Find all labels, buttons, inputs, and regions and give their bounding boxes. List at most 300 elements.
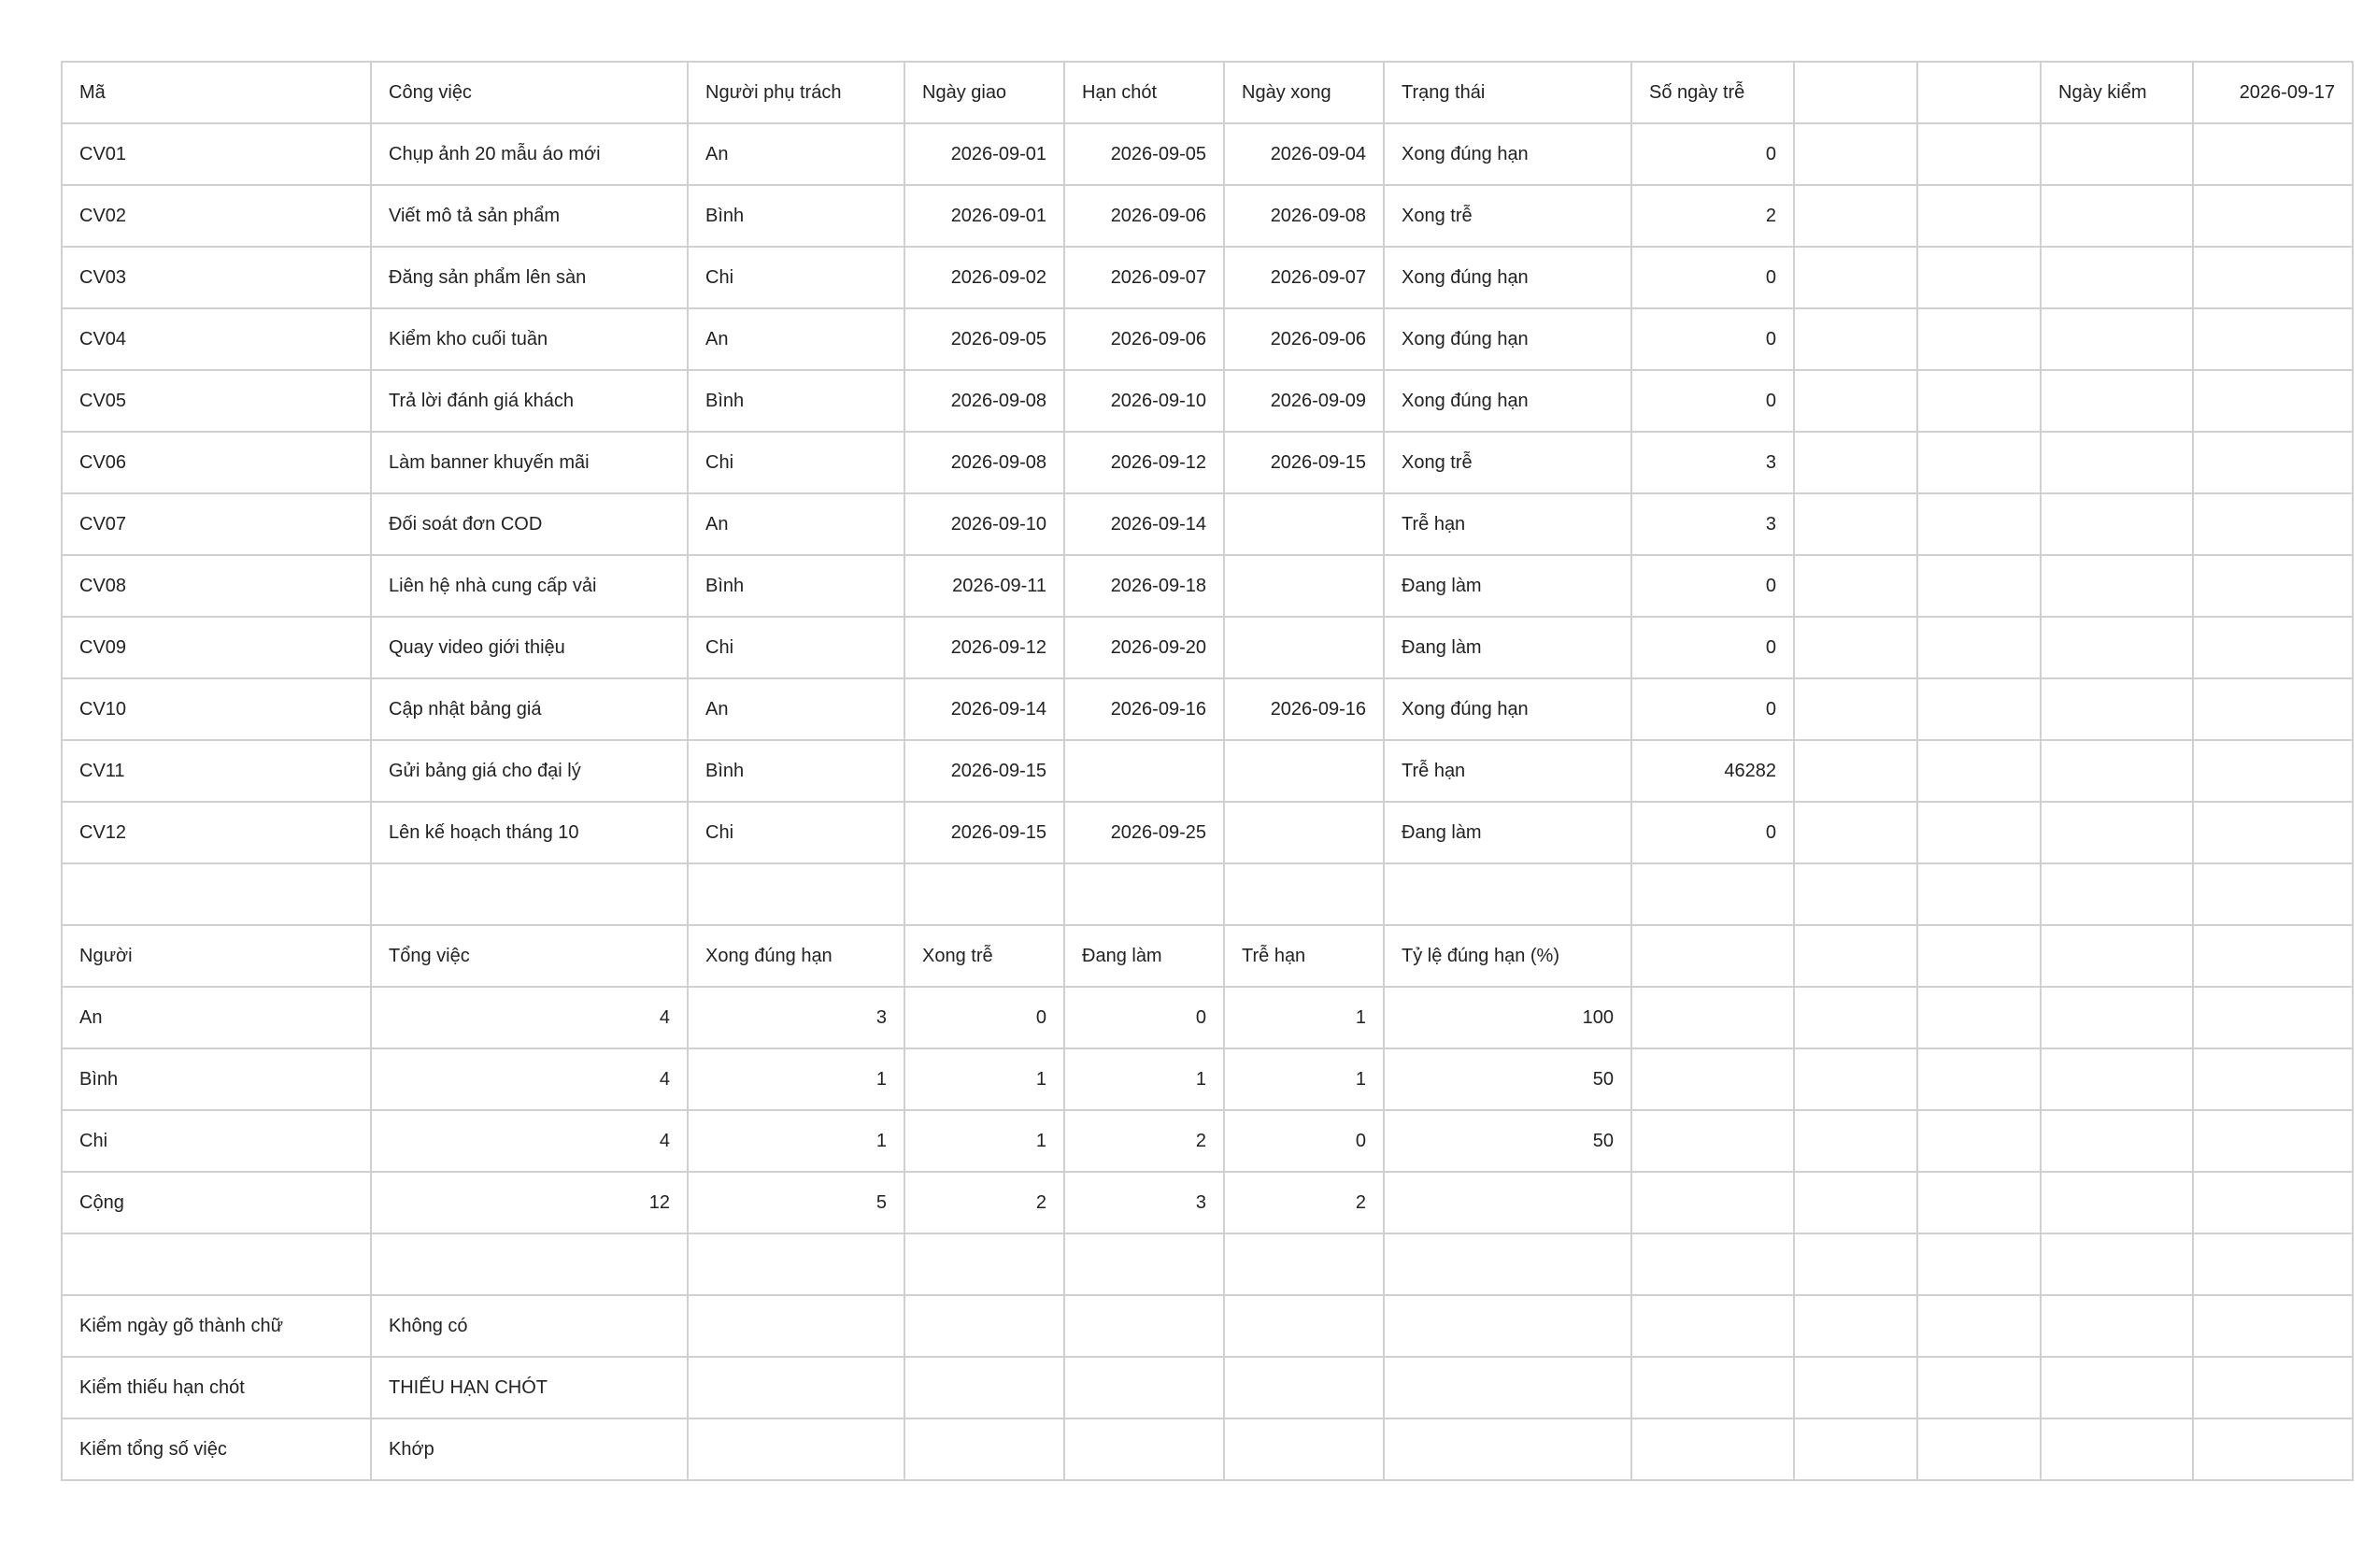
cell-r8-c1[interactable]: CV07 [62, 493, 371, 555]
cell-r19-c10[interactable] [1917, 1172, 2041, 1233]
cell-r4-c1[interactable]: CV03 [62, 247, 371, 308]
table-row [62, 1418, 2353, 1480]
cell-r6-c9[interactable] [1794, 370, 1917, 432]
cell-r11-c6[interactable]: 2026-09-16 [1224, 678, 1384, 740]
cell-r6-c11[interactable] [2041, 370, 2193, 432]
cell-r7-c1[interactable]: CV06 [62, 432, 371, 493]
cell-r3-c6[interactable]: 2026-09-08 [1224, 185, 1384, 247]
table-row [62, 370, 2353, 432]
cell-r13-c4[interactable]: 2026-09-15 [904, 802, 1064, 863]
cell-r5-c12[interactable] [2193, 308, 2353, 370]
cell-r13-c3[interactable]: Chi [688, 802, 904, 863]
cell-r10-c6[interactable] [1224, 617, 1384, 678]
cell-r14-c6[interactable] [1224, 863, 1384, 925]
cell-r4-c5[interactable]: 2026-09-07 [1064, 247, 1224, 308]
cell-r17-c12[interactable] [2193, 1048, 2353, 1110]
cell-r18-c2[interactable]: 4 [371, 1110, 688, 1172]
cell-r3-c5[interactable]: 2026-09-06 [1064, 185, 1224, 247]
cell-r12-c8[interactable]: 46282 [1631, 740, 1794, 802]
cell-r23-c4[interactable] [904, 1418, 1064, 1480]
cell-r17-c4[interactable]: 1 [904, 1048, 1064, 1110]
cell-r8-c8[interactable]: 3 [1631, 493, 1794, 555]
cell-r9-c12[interactable] [2193, 555, 2353, 617]
cell-r2-c5[interactable]: 2026-09-05 [1064, 123, 1224, 185]
cell-r12-c6[interactable] [1224, 740, 1384, 802]
cell-r21-c12[interactable] [2193, 1295, 2353, 1357]
cell-r5-c9[interactable] [1794, 308, 1917, 370]
cell-r2-c6[interactable]: 2026-09-04 [1224, 123, 1384, 185]
cell-r22-c1[interactable]: Kiểm thiếu hạn chót [62, 1357, 371, 1418]
cell-r4-c8[interactable]: 0 [1631, 247, 1794, 308]
table-row [62, 1233, 2353, 1295]
cell-r2-c3[interactable]: An [688, 123, 904, 185]
cell-r6-c7[interactable]: Xong đúng hạn [1384, 370, 1631, 432]
cell-r20-c10[interactable] [1917, 1233, 2041, 1295]
table-row [62, 308, 2353, 370]
cell-r9-c11[interactable] [2041, 555, 2193, 617]
cell-r20-c8[interactable] [1631, 1233, 1794, 1295]
cell-r19-c5[interactable]: 3 [1064, 1172, 1224, 1233]
cell-r2-c12[interactable] [2193, 123, 2353, 185]
cell-r8-c11[interactable] [2041, 493, 2193, 555]
table-row [62, 987, 2353, 1048]
cell-r21-c5[interactable] [1064, 1295, 1224, 1357]
cell-r22-c11[interactable] [2041, 1357, 2193, 1418]
cell-r7-c7[interactable]: Xong trễ [1384, 432, 1631, 493]
cell-r8-c12[interactable] [2193, 493, 2353, 555]
cell-r19-c2[interactable]: 12 [371, 1172, 688, 1233]
cell-r20-c6[interactable] [1224, 1233, 1384, 1295]
cell-r13-c9[interactable] [1794, 802, 1917, 863]
cell-r16-c3[interactable]: 3 [688, 987, 904, 1048]
spreadsheet-body [62, 62, 2353, 1480]
cell-r19-c8[interactable] [1631, 1172, 1794, 1233]
cell-r14-c5[interactable] [1064, 863, 1224, 925]
cell-r12-c10[interactable] [1917, 740, 2041, 802]
cell-r13-c11[interactable] [2041, 802, 2193, 863]
cell-r12-c1[interactable]: CV11 [62, 740, 371, 802]
header-row [62, 62, 2353, 123]
cell-r21-c2[interactable]: Không có [371, 1295, 688, 1357]
cell-r1-c10[interactable] [1917, 62, 2041, 123]
cell-r10-c8[interactable]: 0 [1631, 617, 1794, 678]
cell-r17-c1[interactable]: Bình [62, 1048, 371, 1110]
table-row [62, 432, 2353, 493]
cell-r2-c7[interactable]: Xong đúng hạn [1384, 123, 1631, 185]
cell-r15-c3[interactable]: Xong đúng hạn [688, 925, 904, 987]
cell-r22-c7[interactable] [1384, 1357, 1631, 1418]
cell-r23-c5[interactable] [1064, 1418, 1224, 1480]
cell-r4-c11[interactable] [2041, 247, 2193, 308]
cell-r6-c12[interactable] [2193, 370, 2353, 432]
cell-r23-c8[interactable] [1631, 1418, 1794, 1480]
cell-r5-c8[interactable]: 0 [1631, 308, 1794, 370]
cell-r17-c8[interactable] [1631, 1048, 1794, 1110]
cell-r20-c2[interactable] [371, 1233, 688, 1295]
cell-r19-c6[interactable]: 2 [1224, 1172, 1384, 1233]
cell-r7-c9[interactable] [1794, 432, 1917, 493]
table-row [62, 1048, 2353, 1110]
table-row [62, 1295, 2353, 1357]
cell-r16-c10[interactable] [1917, 987, 2041, 1048]
cell-r9-c2[interactable]: Liên hệ nhà cung cấp vải [371, 555, 688, 617]
cell-r6-c10[interactable] [1917, 370, 2041, 432]
cell-r10-c11[interactable] [2041, 617, 2193, 678]
cell-r7-c3[interactable]: Chi [688, 432, 904, 493]
cell-r5-c4[interactable]: 2026-09-05 [904, 308, 1064, 370]
cell-r2-c1[interactable]: CV01 [62, 123, 371, 185]
table-row [62, 1357, 2353, 1418]
cell-r7-c8[interactable]: 3 [1631, 432, 1794, 493]
cell-r7-c12[interactable] [2193, 432, 2353, 493]
cell-r9-c3[interactable]: Bình [688, 555, 904, 617]
cell-r14-c4[interactable] [904, 863, 1064, 925]
cell-r10-c9[interactable] [1794, 617, 1917, 678]
cell-r10-c7[interactable]: Đang làm [1384, 617, 1631, 678]
cell-r1-c5[interactable]: Hạn chót [1064, 62, 1224, 123]
cell-r9-c8[interactable]: 0 [1631, 555, 1794, 617]
cell-r11-c1[interactable]: CV10 [62, 678, 371, 740]
cell-r17-c10[interactable] [1917, 1048, 2041, 1110]
cell-r17-c6[interactable]: 1 [1224, 1048, 1384, 1110]
cell-r5-c3[interactable]: An [688, 308, 904, 370]
cell-r21-c9[interactable] [1794, 1295, 1917, 1357]
cell-r14-c2[interactable] [371, 863, 688, 925]
cell-r22-c5[interactable] [1064, 1357, 1224, 1418]
cell-r16-c5[interactable]: 0 [1064, 987, 1224, 1048]
cell-r12-c2[interactable]: Gửi bảng giá cho đại lý [371, 740, 688, 802]
cell-r4-c10[interactable] [1917, 247, 2041, 308]
cell-r8-c2[interactable]: Đối soát đơn COD [371, 493, 688, 555]
cell-r9-c6[interactable] [1224, 555, 1384, 617]
cell-r15-c2[interactable]: Tổng việc [371, 925, 688, 987]
cell-r7-c6[interactable]: 2026-09-15 [1224, 432, 1384, 493]
cell-r11-c2[interactable]: Cập nhật bảng giá [371, 678, 688, 740]
cell-r18-c10[interactable] [1917, 1110, 2041, 1172]
cell-r12-c7[interactable]: Trễ hạn [1384, 740, 1631, 802]
cell-r13-c6[interactable] [1224, 802, 1384, 863]
cell-r23-c10[interactable] [1917, 1418, 2041, 1480]
cell-r9-c4[interactable]: 2026-09-11 [904, 555, 1064, 617]
cell-r13-c7[interactable]: Đang làm [1384, 802, 1631, 863]
cell-r1-c6[interactable]: Ngày xong [1224, 62, 1384, 123]
cell-r23-c12[interactable] [2193, 1418, 2353, 1480]
cell-r12-c9[interactable] [1794, 740, 1917, 802]
cell-r15-c11[interactable] [2041, 925, 2193, 987]
cell-r19-c12[interactable] [2193, 1172, 2353, 1233]
cell-r9-c9[interactable] [1794, 555, 1917, 617]
cell-r11-c4[interactable]: 2026-09-14 [904, 678, 1064, 740]
table-row [62, 678, 2353, 740]
cell-r19-c4[interactable]: 2 [904, 1172, 1064, 1233]
cell-r18-c7[interactable]: 50 [1384, 1110, 1631, 1172]
cell-r18-c3[interactable]: 1 [688, 1110, 904, 1172]
cell-r11-c10[interactable] [1917, 678, 2041, 740]
table-row [62, 247, 2353, 308]
cell-r15-c1[interactable]: Người [62, 925, 371, 987]
cell-r23-c9[interactable] [1794, 1418, 1917, 1480]
cell-r23-c1[interactable]: Kiểm tổng số việc [62, 1418, 371, 1480]
cell-r1-c8[interactable]: Số ngày trễ [1631, 62, 1794, 123]
cell-r23-c7[interactable] [1384, 1418, 1631, 1480]
cell-r1-c7[interactable]: Trạng thái [1384, 62, 1631, 123]
cell-r6-c1[interactable]: CV05 [62, 370, 371, 432]
cell-r5-c5[interactable]: 2026-09-06 [1064, 308, 1224, 370]
cell-r19-c3[interactable]: 5 [688, 1172, 904, 1233]
cell-r13-c10[interactable] [1917, 802, 2041, 863]
cell-r3-c1[interactable]: CV02 [62, 185, 371, 247]
cell-r2-c10[interactable] [1917, 123, 2041, 185]
cell-r19-c9[interactable] [1794, 1172, 1917, 1233]
cell-r17-c11[interactable] [2041, 1048, 2193, 1110]
cell-r9-c1[interactable]: CV08 [62, 555, 371, 617]
cell-r12-c11[interactable] [2041, 740, 2193, 802]
cell-r10-c2[interactable]: Quay video giới thiệu [371, 617, 688, 678]
cell-r23-c3[interactable] [688, 1418, 904, 1480]
cell-r16-c9[interactable] [1794, 987, 1917, 1048]
cell-r16-c6[interactable]: 1 [1224, 987, 1384, 1048]
spreadsheet-table [61, 61, 2354, 1481]
cell-r1-c9[interactable] [1794, 62, 1917, 123]
cell-r7-c4[interactable]: 2026-09-08 [904, 432, 1064, 493]
cell-r9-c7[interactable]: Đang làm [1384, 555, 1631, 617]
cell-r3-c10[interactable] [1917, 185, 2041, 247]
cell-r5-c1[interactable]: CV04 [62, 308, 371, 370]
cell-r8-c10[interactable] [1917, 493, 2041, 555]
cell-r22-c6[interactable] [1224, 1357, 1384, 1418]
cell-r17-c3[interactable]: 1 [688, 1048, 904, 1110]
table-row [62, 802, 2353, 863]
cell-r20-c1[interactable] [62, 1233, 371, 1295]
cell-r4-c12[interactable] [2193, 247, 2353, 308]
cell-r5-c10[interactable] [1917, 308, 2041, 370]
cell-r7-c11[interactable] [2041, 432, 2193, 493]
cell-r15-c12[interactable] [2193, 925, 2353, 987]
cell-r13-c5[interactable]: 2026-09-25 [1064, 802, 1224, 863]
cell-r18-c9[interactable] [1794, 1110, 1917, 1172]
table-row [62, 925, 2353, 987]
cell-r11-c7[interactable]: Xong đúng hạn [1384, 678, 1631, 740]
cell-r19-c7[interactable] [1384, 1172, 1631, 1233]
cell-r10-c12[interactable] [2193, 617, 2353, 678]
cell-r21-c11[interactable] [2041, 1295, 2193, 1357]
cell-r11-c5[interactable]: 2026-09-16 [1064, 678, 1224, 740]
cell-r18-c5[interactable]: 2 [1064, 1110, 1224, 1172]
cell-r14-c1[interactable] [62, 863, 371, 925]
cell-r1-c12[interactable]: 2026-09-17 [2193, 62, 2353, 123]
cell-r23-c11[interactable] [2041, 1418, 2193, 1480]
cell-r11-c3[interactable]: An [688, 678, 904, 740]
cell-r22-c12[interactable] [2193, 1357, 2353, 1418]
cell-r19-c11[interactable] [2041, 1172, 2193, 1233]
cell-r22-c3[interactable] [688, 1357, 904, 1418]
cell-r22-c2[interactable]: THIẾU HẠN CHÓT [371, 1357, 688, 1418]
cell-r12-c5[interactable] [1064, 740, 1224, 802]
cell-r11-c8[interactable]: 0 [1631, 678, 1794, 740]
cell-r15-c9[interactable] [1794, 925, 1917, 987]
cell-r10-c4[interactable]: 2026-09-12 [904, 617, 1064, 678]
cell-r8-c5[interactable]: 2026-09-14 [1064, 493, 1224, 555]
cell-r13-c1[interactable]: CV12 [62, 802, 371, 863]
table-row [62, 555, 2353, 617]
cell-r15-c8[interactable] [1631, 925, 1794, 987]
cell-r14-c8[interactable] [1631, 863, 1794, 925]
cell-r7-c5[interactable]: 2026-09-12 [1064, 432, 1224, 493]
cell-r14-c9[interactable] [1794, 863, 1917, 925]
cell-r17-c9[interactable] [1794, 1048, 1917, 1110]
cell-r6-c5[interactable]: 2026-09-10 [1064, 370, 1224, 432]
table-row [62, 617, 2353, 678]
cell-r3-c2[interactable]: Viết mô tả sản phẩm [371, 185, 688, 247]
cell-r23-c6[interactable] [1224, 1418, 1384, 1480]
cell-r20-c4[interactable] [904, 1233, 1064, 1295]
cell-r13-c8[interactable]: 0 [1631, 802, 1794, 863]
cell-r17-c7[interactable]: 50 [1384, 1048, 1631, 1110]
cell-r4-c9[interactable] [1794, 247, 1917, 308]
cell-r21-c7[interactable] [1384, 1295, 1631, 1357]
cell-r1-c3[interactable]: Người phụ trách [688, 62, 904, 123]
cell-r5-c7[interactable]: Xong đúng hạn [1384, 308, 1631, 370]
cell-r8-c6[interactable] [1224, 493, 1384, 555]
cell-r8-c4[interactable]: 2026-09-10 [904, 493, 1064, 555]
cell-r10-c5[interactable]: 2026-09-20 [1064, 617, 1224, 678]
cell-r2-c4[interactable]: 2026-09-01 [904, 123, 1064, 185]
cell-r11-c11[interactable] [2041, 678, 2193, 740]
cell-r17-c2[interactable]: 4 [371, 1048, 688, 1110]
cell-r15-c6[interactable]: Trễ hạn [1224, 925, 1384, 987]
cell-r18-c11[interactable] [2041, 1110, 2193, 1172]
cell-r16-c11[interactable] [2041, 987, 2193, 1048]
cell-r21-c8[interactable] [1631, 1295, 1794, 1357]
cell-r6-c2[interactable]: Trả lời đánh giá khách [371, 370, 688, 432]
cell-r5-c2[interactable]: Kiểm kho cuối tuần [371, 308, 688, 370]
cell-r21-c1[interactable]: Kiểm ngày gõ thành chữ [62, 1295, 371, 1357]
cell-r6-c6[interactable]: 2026-09-09 [1224, 370, 1384, 432]
cell-r7-c2[interactable]: Làm banner khuyến mãi [371, 432, 688, 493]
cell-r21-c6[interactable] [1224, 1295, 1384, 1357]
cell-r3-c9[interactable] [1794, 185, 1917, 247]
table-row [62, 1172, 2353, 1233]
cell-r12-c4[interactable]: 2026-09-15 [904, 740, 1064, 802]
cell-r2-c11[interactable] [2041, 123, 2193, 185]
table-row [62, 1110, 2353, 1172]
cell-r20-c11[interactable] [2041, 1233, 2193, 1295]
cell-r2-c8[interactable]: 0 [1631, 123, 1794, 185]
cell-r18-c8[interactable] [1631, 1110, 1794, 1172]
cell-r8-c3[interactable]: An [688, 493, 904, 555]
cell-r3-c7[interactable]: Xong trễ [1384, 185, 1631, 247]
table-row [62, 123, 2353, 185]
cell-r15-c5[interactable]: Đang làm [1064, 925, 1224, 987]
cell-r4-c7[interactable]: Xong đúng hạn [1384, 247, 1631, 308]
cell-r3-c3[interactable]: Bình [688, 185, 904, 247]
cell-r14-c7[interactable] [1384, 863, 1631, 925]
cell-r12-c12[interactable] [2193, 740, 2353, 802]
cell-r14-c11[interactable] [2041, 863, 2193, 925]
cell-r1-c4[interactable]: Ngày giao [904, 62, 1064, 123]
cell-r16-c4[interactable]: 0 [904, 987, 1064, 1048]
cell-r1-c2[interactable]: Công việc [371, 62, 688, 123]
cell-r9-c5[interactable]: 2026-09-18 [1064, 555, 1224, 617]
cell-r10-c3[interactable]: Chi [688, 617, 904, 678]
cell-r17-c5[interactable]: 1 [1064, 1048, 1224, 1110]
cell-r23-c2[interactable]: Khớp [371, 1418, 688, 1480]
cell-r21-c10[interactable] [1917, 1295, 2041, 1357]
cell-r14-c10[interactable] [1917, 863, 2041, 925]
cell-r22-c4[interactable] [904, 1357, 1064, 1418]
cell-r21-c4[interactable] [904, 1295, 1064, 1357]
cell-r22-c8[interactable] [1631, 1357, 1794, 1418]
cell-r10-c1[interactable]: CV09 [62, 617, 371, 678]
cell-r13-c2[interactable]: Lên kế hoạch tháng 10 [371, 802, 688, 863]
cell-r12-c3[interactable]: Bình [688, 740, 904, 802]
cell-r5-c6[interactable]: 2026-09-06 [1224, 308, 1384, 370]
cell-r15-c4[interactable]: Xong trễ [904, 925, 1064, 987]
cell-r14-c12[interactable] [2193, 863, 2353, 925]
cell-r20-c9[interactable] [1794, 1233, 1917, 1295]
cell-r2-c2[interactable]: Chụp ảnh 20 mẫu áo mới [371, 123, 688, 185]
cell-r18-c12[interactable] [2193, 1110, 2353, 1172]
cell-r18-c4[interactable]: 1 [904, 1110, 1064, 1172]
cell-r3-c8[interactable]: 2 [1631, 185, 1794, 247]
cell-r20-c7[interactable] [1384, 1233, 1631, 1295]
table-row [62, 185, 2353, 247]
cell-r18-c6[interactable]: 0 [1224, 1110, 1384, 1172]
cell-r2-c9[interactable] [1794, 123, 1917, 185]
cell-r11-c12[interactable] [2193, 678, 2353, 740]
cell-r16-c1[interactable]: An [62, 987, 371, 1048]
cell-r16-c2[interactable]: 4 [371, 987, 688, 1048]
cell-r4-c2[interactable]: Đăng sản phẩm lên sàn [371, 247, 688, 308]
cell-r22-c9[interactable] [1794, 1357, 1917, 1418]
cell-r20-c3[interactable] [688, 1233, 904, 1295]
cell-r6-c8[interactable]: 0 [1631, 370, 1794, 432]
cell-r3-c4[interactable]: 2026-09-01 [904, 185, 1064, 247]
cell-r6-c3[interactable]: Bình [688, 370, 904, 432]
cell-r10-c10[interactable] [1917, 617, 2041, 678]
cell-r13-c12[interactable] [2193, 802, 2353, 863]
cell-r20-c12[interactable] [2193, 1233, 2353, 1295]
cell-r16-c8[interactable] [1631, 987, 1794, 1048]
cell-r8-c7[interactable]: Trễ hạn [1384, 493, 1631, 555]
cell-r5-c11[interactable] [2041, 308, 2193, 370]
cell-r4-c6[interactable]: 2026-09-07 [1224, 247, 1384, 308]
cell-r8-c9[interactable] [1794, 493, 1917, 555]
table-row [62, 863, 2353, 925]
cell-r9-c10[interactable] [1917, 555, 2041, 617]
cell-r16-c12[interactable] [2193, 987, 2353, 1048]
cell-r15-c10[interactable] [1917, 925, 2041, 987]
cell-r7-c10[interactable] [1917, 432, 2041, 493]
cell-r4-c3[interactable]: Chi [688, 247, 904, 308]
cell-r3-c12[interactable] [2193, 185, 2353, 247]
cell-r14-c3[interactable] [688, 863, 904, 925]
cell-r16-c7[interactable]: 100 [1384, 987, 1631, 1048]
cell-r1-c11[interactable]: Ngày kiểm [2041, 62, 2193, 123]
table-row [62, 493, 2353, 555]
cell-r22-c10[interactable] [1917, 1357, 2041, 1418]
cell-r6-c4[interactable]: 2026-09-08 [904, 370, 1064, 432]
cell-r19-c1[interactable]: Cộng [62, 1172, 371, 1233]
cell-r15-c7[interactable]: Tỷ lệ đúng hạn (%) [1384, 925, 1631, 987]
cell-r20-c5[interactable] [1064, 1233, 1224, 1295]
cell-r11-c9[interactable] [1794, 678, 1917, 740]
cell-r1-c1[interactable]: Mã [62, 62, 371, 123]
cell-r18-c1[interactable]: Chi [62, 1110, 371, 1172]
cell-r3-c11[interactable] [2041, 185, 2193, 247]
cell-r21-c3[interactable] [688, 1295, 904, 1357]
cell-r4-c4[interactable]: 2026-09-02 [904, 247, 1064, 308]
